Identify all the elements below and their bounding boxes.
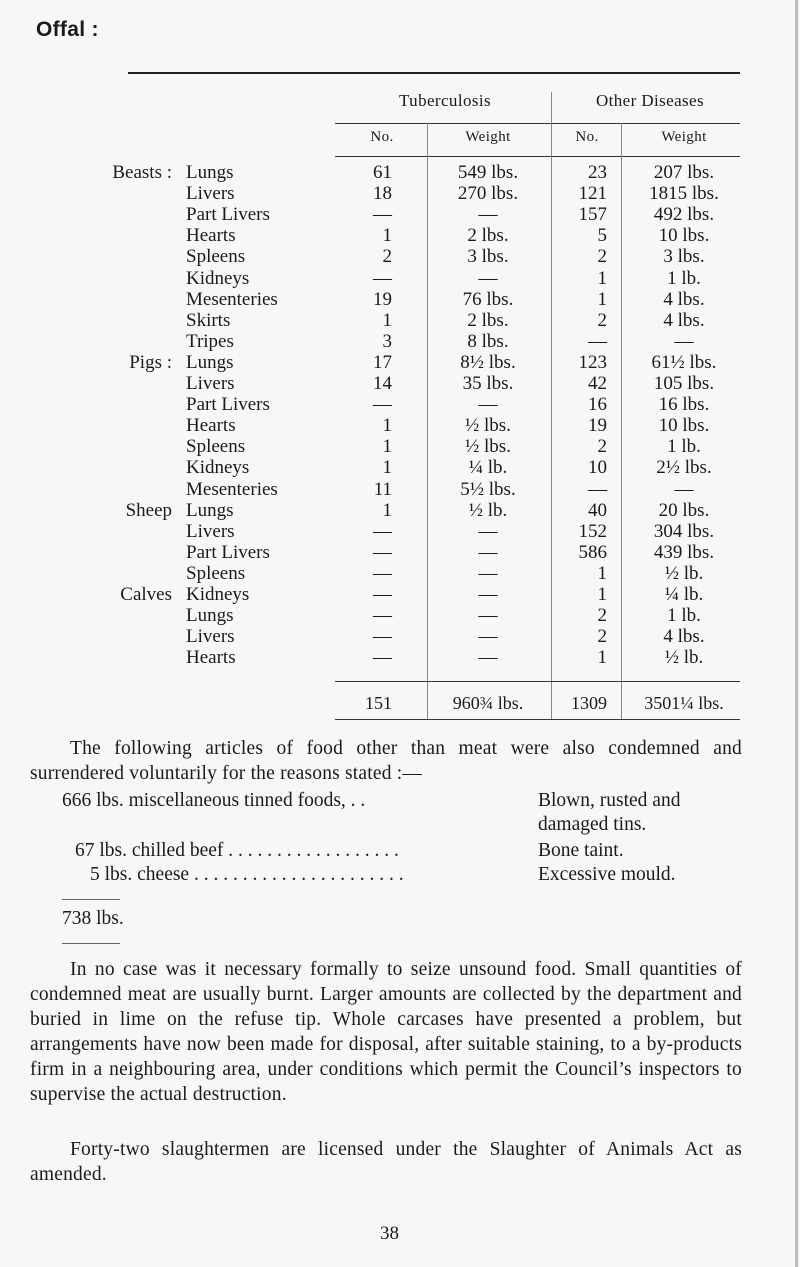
sum-rule — [62, 899, 120, 900]
row-tb-no: 1 — [382, 436, 392, 458]
row-article: Spleens — [186, 246, 246, 268]
row-other-weight: 10 lbs. — [658, 225, 710, 247]
totals-row — [0, 692, 800, 715]
table-row — [0, 330, 800, 353]
row-article: Livers — [186, 520, 235, 542]
row-tb-no: 1 — [382, 457, 392, 479]
row-tb-weight: — — [478, 394, 498, 416]
table-row — [0, 625, 800, 648]
condemned-reason-cont: damaged tins. — [538, 814, 647, 835]
row-article: Hearts — [186, 415, 236, 437]
row-other-no: — — [588, 330, 607, 352]
row-article: Skirts — [186, 309, 231, 331]
table-row — [0, 646, 800, 669]
row-article: Hearts — [186, 647, 236, 669]
row-article: Lungs — [186, 351, 234, 373]
row-other-weight: 1 lb. — [667, 267, 701, 289]
table-row — [0, 203, 800, 226]
row-tb-no: — — [373, 584, 392, 605]
table-row — [0, 288, 800, 311]
row-tb-no: 3 — [382, 330, 392, 352]
disposal-paragraph — [30, 957, 742, 1107]
table-row — [0, 435, 800, 458]
row-article: Livers — [186, 373, 235, 394]
subheader-other-weight: Weight — [661, 129, 707, 145]
table-row — [0, 309, 800, 332]
row-tb-no: 1 — [382, 499, 392, 521]
row-article: Mesenteries — [186, 478, 278, 500]
row-tb-weight: 8 lbs. — [467, 330, 509, 352]
row-tb-no: 18 — [373, 183, 392, 205]
totals-rule — [335, 681, 740, 682]
row-other-no: 2 — [597, 605, 607, 627]
row-other-no: 23 — [588, 162, 607, 183]
row-tb-weight: — — [478, 204, 498, 226]
header-rule — [335, 123, 740, 124]
row-other-no: 2 — [597, 309, 607, 331]
slaughtermen-text: Forty-two slaughtermen are licensed under the Slaughter of Animals Act as amended. — [30, 1139, 742, 1185]
row-other-weight: 1 lb. — [667, 605, 701, 627]
totals-bottom-rule — [335, 719, 740, 720]
row-other-no: 157 — [578, 204, 607, 226]
row-other-weight: 20 lbs. — [658, 499, 710, 521]
intro-text: The following articles of food other than meat were also condemned and surrendered voluntarily for the reasons stated :— — [30, 738, 742, 784]
disposal-text: In no case was it necessary formally to seize unsound food. Small quantities of condemned meat are usually burnt. Larger amounts are collected by the department and buried in lime on the refuse tip. Whole carcases have presented a problem, but arrangements have now been made for disposal, after suitable staining, to a by-products firm in a neighbouring area, under conditions which permit the Council’s inspectors to supervise the actual destruction. — [30, 959, 742, 1105]
row-other-weight: — — [674, 478, 694, 500]
page-number: 38 — [380, 1223, 399, 1244]
row-other-weight: 2½ lbs. — [656, 457, 712, 479]
row-other-weight: 61½ lbs. — [651, 351, 717, 373]
row-group-label: Calves — [120, 584, 172, 605]
row-other-weight: 4 lbs. — [663, 626, 705, 648]
row-article: Kidneys — [186, 584, 250, 605]
row-other-no: 5 — [597, 225, 607, 247]
row-tb-weight: ½ lbs. — [465, 436, 511, 458]
row-tb-weight: 5½ lbs. — [460, 478, 516, 500]
row-other-weight: ½ lb. — [664, 562, 704, 584]
table-row — [0, 583, 800, 606]
row-group-label: Beasts : — [112, 162, 172, 183]
row-tb-no: 19 — [373, 288, 392, 310]
table-row — [0, 372, 800, 395]
subheader-rule — [335, 156, 740, 157]
row-other-no: 42 — [588, 373, 607, 394]
page-heading: Offal : — [36, 18, 99, 41]
row-tb-weight: 2 lbs. — [467, 225, 509, 247]
row-tb-weight: 549 lbs. — [457, 162, 519, 183]
row-other-no: 40 — [588, 499, 607, 521]
row-article: Part Livers — [186, 394, 270, 416]
row-other-weight: 4 lbs. — [663, 288, 705, 310]
header-tuberculosis: Tuberculosis — [398, 91, 492, 110]
row-article: Part Livers — [186, 204, 270, 226]
row-tb-no: — — [373, 647, 392, 669]
condemned-item: 666 lbs. miscellaneous tinned foods, . . — [62, 790, 366, 811]
row-other-no: 10 — [588, 457, 607, 479]
row-article: Livers — [186, 183, 235, 205]
row-tb-weight: — — [478, 647, 498, 669]
row-other-no: 152 — [578, 520, 607, 542]
total-tb-weight: 960¾ lbs. — [452, 693, 524, 713]
row-other-weight: 16 lbs. — [658, 394, 710, 416]
row-tb-weight: 35 lbs. — [462, 373, 514, 394]
row-tb-no: 17 — [373, 351, 392, 373]
row-tb-no: 1 — [382, 309, 392, 331]
row-article: Kidneys — [186, 457, 250, 479]
row-article: Spleens — [186, 436, 246, 458]
row-tb-no: — — [373, 204, 392, 226]
row-article: Mesenteries — [186, 288, 278, 310]
subheader-tb-weight: Weight — [465, 129, 511, 145]
row-other-weight: 105 lbs. — [653, 373, 715, 394]
row-tb-no: 14 — [373, 373, 392, 394]
row-other-weight: 10 lbs. — [658, 415, 710, 437]
table-row — [0, 499, 800, 522]
row-other-no: 1 — [597, 562, 607, 584]
sum-rule — [62, 943, 120, 944]
condemned-reason: Bone taint. — [538, 840, 624, 861]
row-tb-no: — — [373, 394, 392, 416]
top-rule — [128, 72, 740, 74]
row-tb-no: — — [373, 267, 392, 289]
row-other-weight: 3 lbs. — [663, 246, 705, 268]
row-tb-weight: 2 lbs. — [467, 309, 509, 331]
row-other-weight: 207 lbs. — [653, 162, 715, 183]
row-other-no: 1 — [597, 647, 607, 669]
row-other-weight: 1 lb. — [667, 436, 701, 458]
row-other-no: 2 — [597, 436, 607, 458]
row-tb-no: 61 — [373, 162, 392, 183]
row-tb-no: — — [373, 520, 392, 542]
header-other-diseases: Other Diseases — [595, 91, 705, 110]
table-row — [0, 414, 800, 437]
total-other-weight: 3501¼ lbs. — [644, 693, 724, 713]
row-group-label: Sheep — [125, 499, 172, 521]
table-row — [0, 541, 800, 564]
table-row — [0, 562, 800, 585]
row-other-weight: 304 lbs. — [653, 520, 715, 542]
table-row — [0, 478, 800, 501]
table-row — [0, 351, 800, 374]
table-row — [0, 224, 800, 247]
table-row — [0, 604, 800, 627]
row-group-label: Pigs : — [129, 351, 172, 373]
row-tb-weight: — — [478, 605, 498, 627]
table-row — [0, 267, 800, 290]
row-article: Kidneys — [186, 267, 250, 289]
condemned-item: 67 lbs. chilled beef . . . . . . . . . . . . . . . . . . — [75, 840, 399, 861]
row-article: Lungs — [186, 605, 234, 627]
row-other-no: 2 — [597, 246, 607, 268]
row-tb-weight: — — [478, 584, 498, 605]
row-other-no: 1 — [597, 584, 607, 605]
row-article: Part Livers — [186, 541, 270, 563]
row-tb-weight: — — [478, 267, 498, 289]
row-tb-no: — — [373, 541, 392, 563]
condemned-reason: Excessive mould. — [538, 864, 676, 885]
row-tb-weight: ½ lb. — [468, 499, 508, 521]
row-other-no: 16 — [588, 394, 607, 416]
row-tb-no: — — [373, 562, 392, 584]
condemned-total: 738 lbs. — [62, 908, 124, 929]
page-edge — [795, 0, 798, 1267]
row-tb-weight: — — [478, 626, 498, 648]
row-other-weight: — — [674, 330, 694, 352]
row-tb-no: — — [373, 626, 392, 648]
row-other-no: 586 — [578, 541, 607, 563]
subheader-tb-no: No. — [370, 129, 394, 145]
row-tb-no: 11 — [373, 478, 392, 500]
intro-paragraph — [30, 736, 742, 786]
table-row — [0, 161, 800, 184]
row-tb-weight: ¼ lb. — [468, 457, 508, 479]
row-tb-weight: — — [478, 562, 498, 584]
row-other-no: 1 — [597, 267, 607, 289]
row-other-weight: 1815 lbs. — [649, 183, 719, 205]
row-other-no: 2 — [597, 626, 607, 648]
row-tb-no: — — [373, 605, 392, 627]
row-tb-weight: 76 lbs. — [462, 288, 514, 310]
row-other-weight: ¼ lb. — [664, 584, 704, 605]
row-other-no: 121 — [578, 183, 607, 205]
row-article: Tripes — [186, 330, 234, 352]
subheader-other-no: No. — [575, 129, 599, 145]
row-tb-weight: 8½ lbs. — [460, 351, 516, 373]
row-tb-weight: 3 lbs. — [467, 246, 509, 268]
row-article: Hearts — [186, 225, 236, 247]
table-row — [0, 393, 800, 416]
row-tb-no: 1 — [382, 415, 392, 437]
slaughtermen-paragraph — [30, 1137, 742, 1187]
total-other-no: 1309 — [571, 693, 607, 713]
row-tb-no: 2 — [382, 246, 392, 268]
row-other-weight: 439 lbs. — [653, 541, 715, 563]
row-tb-weight: — — [478, 520, 498, 542]
condemned-item: 5 lbs. cheese . . . . . . . . . . . . . . . . . . . . . . — [90, 864, 404, 885]
row-tb-no: 1 — [382, 225, 392, 247]
row-other-no: 1 — [597, 288, 607, 310]
row-other-no: — — [588, 478, 607, 500]
row-tb-weight: — — [478, 541, 498, 563]
total-tb-no: 151 — [365, 693, 392, 713]
row-article: Spleens — [186, 562, 246, 584]
row-other-weight: 492 lbs. — [653, 204, 715, 226]
row-other-weight: 4 lbs. — [663, 309, 705, 331]
row-other-weight: ½ lb. — [664, 647, 704, 669]
row-other-no: 123 — [578, 351, 607, 373]
row-article: Livers — [186, 626, 235, 648]
row-article: Lungs — [186, 499, 234, 521]
table-row — [0, 520, 800, 543]
condemned-reason: Blown, rusted and — [538, 790, 681, 811]
table-row — [0, 456, 800, 479]
row-article: Lungs — [186, 162, 234, 183]
row-tb-weight: ½ lbs. — [465, 415, 511, 437]
row-other-no: 19 — [588, 415, 607, 437]
table-row — [0, 245, 800, 268]
row-tb-weight: 270 lbs. — [457, 183, 519, 205]
table-row — [0, 182, 800, 205]
